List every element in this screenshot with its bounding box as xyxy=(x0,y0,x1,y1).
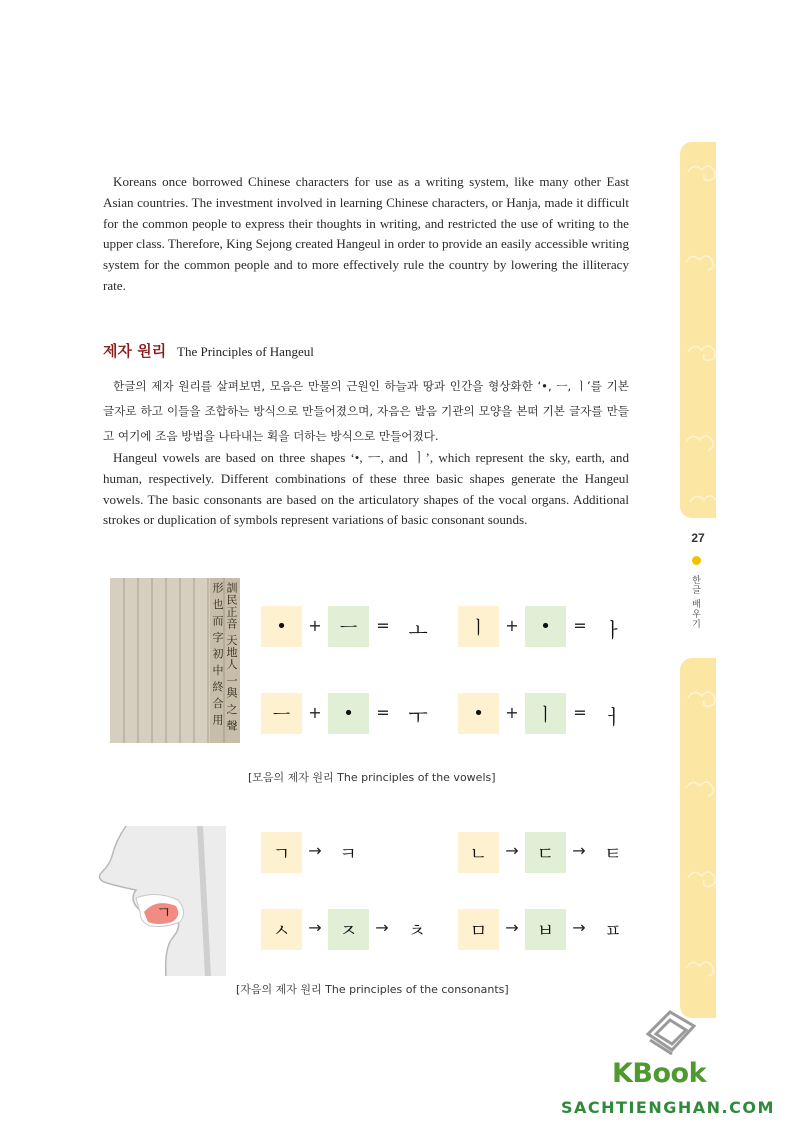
korean-body-text: 한글의 제자 원리를 살펴보면, 모음은 만물의 근원인 하늘과 땅과 인간을 형상화한 ‘•, ㅡ, ㅣ’를 기본 글자로 하고 이들을 조합하는 방식으로 만들어졌으며, 자음은 발음 기관의 모양을 본떠 기본 글자를 만들고 여기에 조음 방법을 나타내는 획을 더하는 방식으로 만들어졌다. xyxy=(103,379,629,443)
watermark-site: SACHTIENGHAN.COM xyxy=(561,1098,775,1117)
consonant-box: ㅂ xyxy=(525,909,566,950)
arrow-icon: → xyxy=(505,918,519,937)
vowel-result: ㅏ xyxy=(603,618,623,642)
giyeok-label: ㄱ xyxy=(156,903,172,922)
vowel-box: ㅣ xyxy=(458,606,499,647)
arrow-icon: → xyxy=(572,841,586,860)
consonant-result: ㅋ xyxy=(339,844,357,865)
section-title-korean: 제자 원리 xyxy=(103,342,167,360)
cloud-pattern-icon xyxy=(680,658,716,1018)
section-title-english: The Principles of Hangeul xyxy=(177,344,314,359)
vowel-result: ㅗ xyxy=(408,618,428,642)
watermark-brand: KBook xyxy=(612,1058,707,1089)
plus-sign: + xyxy=(505,703,519,722)
consonant-caption: [자음의 제자 원리 The principles of the consonants] xyxy=(236,983,509,996)
vowel-box: • xyxy=(261,606,302,647)
page-dot-icon xyxy=(692,556,701,565)
arrow-icon: → xyxy=(308,841,322,860)
book-text: 訓民正音 天地人 一與 之 聲 形 也 而 字 初 中 終 合 用 xyxy=(211,582,238,732)
vowel-result: ㅓ xyxy=(603,705,623,729)
consonant-box: ㄴ xyxy=(458,832,499,873)
cloud-pattern-icon xyxy=(680,142,716,518)
side-tab-bottom xyxy=(680,658,716,1018)
vowel-box: • xyxy=(458,693,499,734)
consonant-result: ㅌ xyxy=(604,844,622,865)
vowel-result: ㅜ xyxy=(408,705,428,729)
consonant-box: ㅅ xyxy=(261,909,302,950)
intro-text: Koreans once borrowed Chinese characters for use as a writing system, like many other East Asian countries. The investment involved in learning Chinese characters, or Hanja, made it difficult for the common people to express their thoughts in writing, and restricted the use of writing to the upper class. Therefore, King Sejong created Hangeul in order to provide an easily accessible writing system for the common people and to more effectively rule the country by lowering the illiteracy rate. xyxy=(103,174,629,293)
arrow-icon: → xyxy=(375,918,389,937)
consonant-box: ㅈ xyxy=(328,909,369,950)
korean-body xyxy=(103,374,629,449)
equals-sign: = xyxy=(573,703,587,722)
side-label: 한글 배우기 xyxy=(690,575,700,629)
arrow-icon: → xyxy=(308,918,322,937)
vocal-organ-head-icon xyxy=(96,826,246,976)
page-number: 27 xyxy=(691,531,705,545)
equals-sign: = xyxy=(376,616,390,635)
plus-sign: + xyxy=(308,616,322,635)
english-body-text: Hangeul vowels are based on three shapes ‘•, ㅡ, and ㅣ’, which represent the sky, earth, and human, respectively. Different combinations of these three basic shapes generate the Hangeul vowels. The basic consonants are based on the articulatory shapes of the vocal organs. Additional strokes or duplication of symbols represent variations of basic consonant sounds. xyxy=(103,450,629,528)
side-tab-top xyxy=(680,142,716,518)
consonant-box: ㅁ xyxy=(458,909,499,950)
equals-sign: = xyxy=(376,703,390,722)
vowel-box: • xyxy=(328,693,369,734)
consonant-result: ㅍ xyxy=(604,921,622,942)
plus-sign: + xyxy=(505,616,519,635)
vowel-caption: [모음의 제자 원리 The principles of the vowels] xyxy=(248,771,496,784)
consonant-box: ㄱ xyxy=(261,832,302,873)
hunminjeongeum-book-image xyxy=(110,578,240,743)
consonant-box: ㄷ xyxy=(525,832,566,873)
intro-paragraph xyxy=(103,172,629,297)
arrow-icon: → xyxy=(505,841,519,860)
vowel-box: • xyxy=(525,606,566,647)
vowel-box: ㅡ xyxy=(261,693,302,734)
vowel-box: ㅡ xyxy=(328,606,369,647)
arrow-icon: → xyxy=(572,918,586,937)
plus-sign: + xyxy=(308,703,322,722)
vowel-box: ㅣ xyxy=(525,693,566,734)
english-body xyxy=(103,448,629,531)
equals-sign: = xyxy=(573,616,587,635)
consonant-result: ㅊ xyxy=(408,921,426,942)
kbook-logo-icon xyxy=(640,1004,704,1056)
